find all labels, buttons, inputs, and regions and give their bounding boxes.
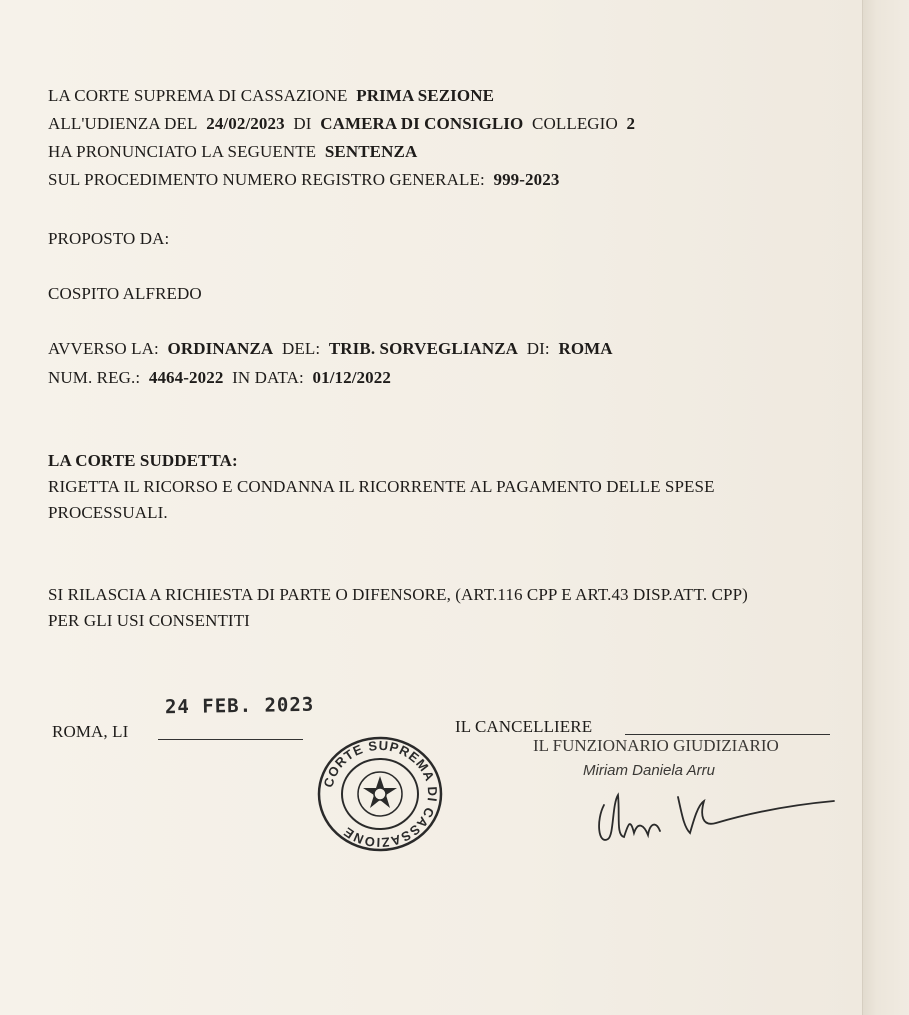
avverso-act: ORDINANZA	[167, 339, 274, 358]
avverso-tribunal: TRIB. SORVEGLIANZA	[328, 339, 519, 358]
court-line	[48, 86, 494, 106]
decision-title: LA CORTE SUDDETTA:	[48, 451, 238, 470]
hearing-line	[48, 114, 635, 134]
place-label: ROMA, LI	[52, 722, 129, 741]
court-seal	[316, 735, 444, 853]
funzionario-label: IL FUNZIONARIO GIUDIZIARIO	[533, 736, 779, 755]
registry-line	[48, 170, 559, 190]
avverso-del: DEL:	[281, 339, 321, 358]
hearing-date: 24/02/2023	[206, 114, 285, 133]
numreg-value: 4464-2022	[148, 368, 224, 387]
cancelliere-label: IL CANCELLIERE	[455, 717, 593, 736]
avverso-line	[48, 339, 613, 359]
avverso-city: ROMA	[558, 339, 613, 358]
sentence-line	[48, 142, 417, 162]
sentence-type: SENTENZA	[324, 142, 418, 161]
decision-text-2: PROCESSUALI.	[48, 503, 168, 522]
hearing-type: CAMERA DI CONSIGLIO	[320, 114, 524, 133]
avverso-di: DI:	[526, 339, 550, 358]
page-edge	[862, 0, 909, 1015]
numreg-label: NUM. REG.:	[48, 368, 141, 387]
release-text-1: SI RILASCIA A RICHIESTA DI PARTE O DIFENSORE, (ART.116 CPP E ART.43 DISP.ATT. CPP)	[48, 585, 748, 604]
court-section: PRIMA SEZIONE	[356, 86, 495, 105]
date-stamp: 24 FEB. 2023	[164, 693, 315, 719]
funzionario-name: Miriam Daniela Arru	[583, 762, 715, 779]
hearing-label: ALL'UDIENZA DEL	[48, 114, 198, 133]
proposto-label: PROPOSTO DA:	[48, 229, 170, 248]
collegio-number: 2	[626, 114, 636, 133]
release-text-2: PER GLI USI CONSENTITI	[48, 611, 250, 630]
proposto-name: COSPITO ALFREDO	[48, 284, 202, 303]
hearing-di: DI	[293, 114, 312, 133]
seal-text: CORTE SUPREMA DI CASSAZIONE	[320, 737, 441, 851]
cancelliere-underline	[625, 734, 830, 735]
avverso-label: AVVERSO LA:	[48, 339, 159, 358]
signature-image	[590, 775, 840, 850]
indata-label: IN DATA:	[232, 368, 304, 387]
decision-text-1: RIGETTA IL RICORSO E CONDANNA IL RICORRENTE AL PAGAMENTO DELLE SPESE	[48, 477, 715, 496]
sentence-label: HA PRONUNCIATO LA SEGUENTE	[48, 142, 317, 161]
numreg-line	[48, 368, 391, 388]
court-name: LA CORTE SUPREMA DI CASSAZIONE	[48, 86, 348, 105]
registry-label: SUL PROCEDIMENTO NUMERO REGISTRO GENERALE:	[48, 170, 485, 189]
date-underline	[158, 739, 303, 740]
collegio-label: COLLEGIO	[532, 114, 618, 133]
registry-number: 999-2023	[493, 170, 560, 189]
emblem-icon	[358, 772, 402, 816]
indata-value: 01/12/2022	[312, 368, 391, 387]
